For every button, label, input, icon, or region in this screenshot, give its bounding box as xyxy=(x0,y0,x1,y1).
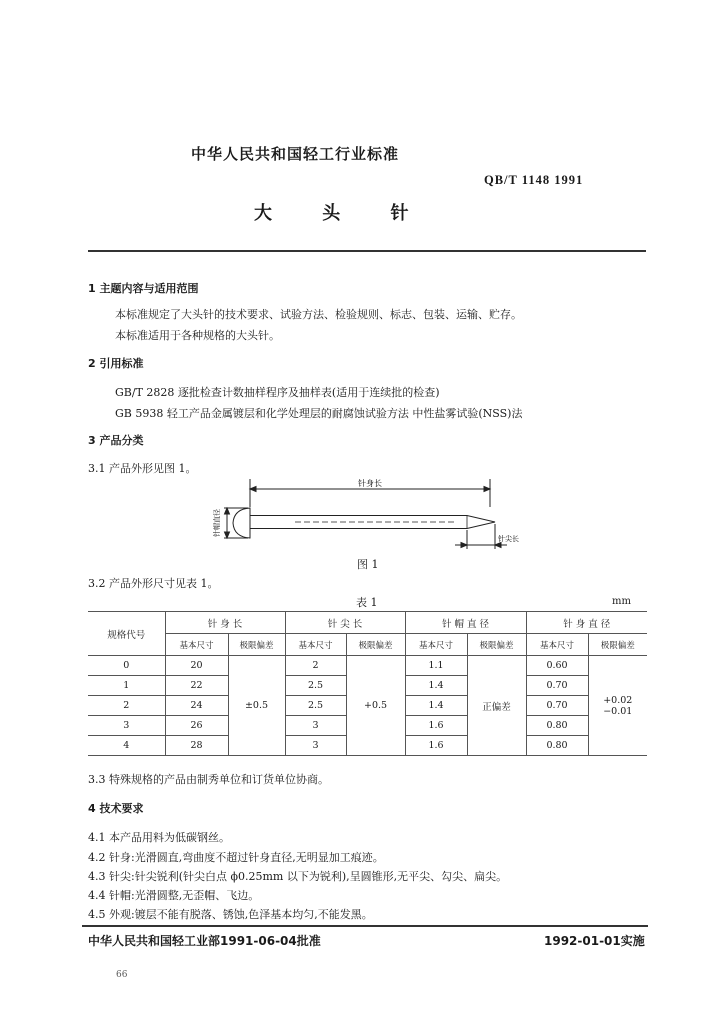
tip-length-group-header: 针 尖 长 xyxy=(285,612,405,634)
arrowhead xyxy=(495,543,501,548)
spec-code-header: 规格代号 xyxy=(88,612,165,656)
section-2-heading: 2 引用标准 xyxy=(88,357,144,370)
pin-diagram xyxy=(205,475,545,555)
basic-size-header: 基本尺寸 xyxy=(526,634,588,656)
spec-code-cell: 2 xyxy=(88,696,165,716)
table-subheader-row xyxy=(88,634,647,656)
tip-length-cell: 3 xyxy=(285,736,346,756)
body-diameter-cell: 0.60 xyxy=(526,656,588,676)
body-length-tolerance-cell: ±0.5 xyxy=(228,656,285,756)
tip-length-cell: 2.5 xyxy=(285,676,346,696)
table-row xyxy=(88,656,647,676)
head-diameter-cell: 1.4 xyxy=(405,676,467,696)
tip-length-label: 针尖长 xyxy=(498,535,519,543)
reference-item: GB 5938 轻工产品金属镀层和化学处理层的耐腐蚀试验方法 中性盐雾试验(NSS)法 xyxy=(115,407,523,420)
standard-organization: 中华人民共和国轻工行业标准 xyxy=(191,145,400,163)
body-diameter-cell: 0.70 xyxy=(526,676,588,696)
spec-code-cell: 3 xyxy=(88,716,165,736)
dimensions-table xyxy=(88,611,647,756)
tolerance-header: 极限偏差 xyxy=(467,634,526,656)
head-diameter-cell: 1.4 xyxy=(405,696,467,716)
section-4-heading: 4 技术要求 xyxy=(88,802,144,815)
section-3-heading: 3 产品分类 xyxy=(88,434,144,447)
head-diameter-cell: 1.1 xyxy=(405,656,467,676)
spec-code-cell: 0 xyxy=(88,656,165,676)
table-unit: mm xyxy=(612,596,631,607)
section-1-heading: 1 主题内容与适用范围 xyxy=(88,282,199,295)
tip-length-cell: 2.5 xyxy=(285,696,346,716)
body-length-cell: 28 xyxy=(165,736,228,756)
reference-item: GB/T 2828 逐批检查计数抽样程序及抽样表(适用于连续批的检查) xyxy=(115,386,440,399)
basic-size-header: 基本尺寸 xyxy=(285,634,346,656)
standard-code: QB/T 1148 1991 xyxy=(484,173,584,187)
tip-length-cell: 3 xyxy=(285,716,346,736)
implementation-date: 1992-01-01实施 xyxy=(544,934,645,948)
section-1-paragraph: 本标准适用于各种规格的大头针。 xyxy=(115,329,280,342)
clause-4-4: 4.4 针帽:光滑圆整,无歪帽、飞边。 xyxy=(88,889,260,902)
table-header-row xyxy=(88,612,647,634)
arrowhead xyxy=(225,508,230,514)
clause-3-2: 3.2 产品外形尺寸见表 1。 xyxy=(88,577,219,590)
clause-4-5: 4.5 外观:镀层不能有脱落、锈蚀,色泽基本均匀,不能发黑。 xyxy=(88,908,373,921)
tolerance-header: 极限偏差 xyxy=(228,634,285,656)
head-diameter-tolerance-cell: 正偏差 xyxy=(467,656,526,756)
approval-statement: 中华人民共和国轻工业部1991-06-04批准 xyxy=(88,934,321,948)
basic-size-header: 基本尺寸 xyxy=(405,634,467,656)
arrowhead xyxy=(225,532,230,538)
pin-head xyxy=(233,508,250,538)
tolerance-header: 极限偏差 xyxy=(588,634,647,656)
body-diameter-cell: 0.70 xyxy=(526,696,588,716)
clause-4-3: 4.3 针尖:针尖锐利(针尖白点 ϕ0.25mm 以下为锐利),呈圆锥形,无平尖、勾尖、扁尖。 xyxy=(88,870,508,883)
body-diameter-cell: 0.80 xyxy=(526,716,588,736)
head-diameter-group-header: 针 帽 直 径 xyxy=(405,612,526,634)
basic-size-header: 基本尺寸 xyxy=(165,634,228,656)
header-rule xyxy=(88,250,646,252)
tip-length-tolerance-cell: +0.5 xyxy=(346,656,405,756)
table-title: 表 1 xyxy=(356,596,378,609)
spec-code-cell: 4 xyxy=(88,736,165,756)
section-1-paragraph: 本标准规定了大头针的技术要求、试验方法、检验规则、标志、包装、运输、贮存。 xyxy=(115,308,522,321)
clause-3-1: 3.1 产品外形见图 1。 xyxy=(88,462,197,475)
body-length-group-header: 针 身 长 xyxy=(165,612,285,634)
body-diameter-tolerance-cell xyxy=(588,656,647,756)
tolerance-header: 极限偏差 xyxy=(346,634,405,656)
body-diameter-cell: 0.80 xyxy=(526,736,588,756)
body-length-cell: 24 xyxy=(165,696,228,716)
head-diameter-cell: 1.6 xyxy=(405,716,467,736)
page-number: 66 xyxy=(116,970,128,980)
footer-rule xyxy=(82,925,648,927)
figure-caption: 图 1 xyxy=(357,558,379,571)
head-diameter-cell: 1.6 xyxy=(405,736,467,756)
clause-4-1: 4.1 本产品用料为低碳钢丝。 xyxy=(88,831,230,844)
document-title: 大 头 针 xyxy=(254,203,431,224)
tolerance-upper: +0.02 xyxy=(603,694,633,706)
arrowhead xyxy=(484,487,490,492)
arrowhead xyxy=(461,543,467,548)
head-diameter-label: 针帽直径 xyxy=(213,509,221,537)
arrowhead xyxy=(250,487,256,492)
tip-length-cell: 2 xyxy=(285,656,346,676)
body-length-cell: 26 xyxy=(165,716,228,736)
clause-3-3: 3.3 特殊规格的产品由制秀单位和订货单位协商。 xyxy=(88,773,329,786)
body-length-label: 针身长 xyxy=(358,479,382,488)
clause-4-2: 4.2 针身:光滑圆直,弯曲度不超过针身直径,无明显加工痕迹。 xyxy=(88,851,384,864)
body-length-cell: 22 xyxy=(165,676,228,696)
body-diameter-group-header: 针 身 直 径 xyxy=(526,612,647,634)
spec-code-cell: 1 xyxy=(88,676,165,696)
body-length-cell: 20 xyxy=(165,656,228,676)
tolerance-lower: −0.01 xyxy=(603,705,633,717)
